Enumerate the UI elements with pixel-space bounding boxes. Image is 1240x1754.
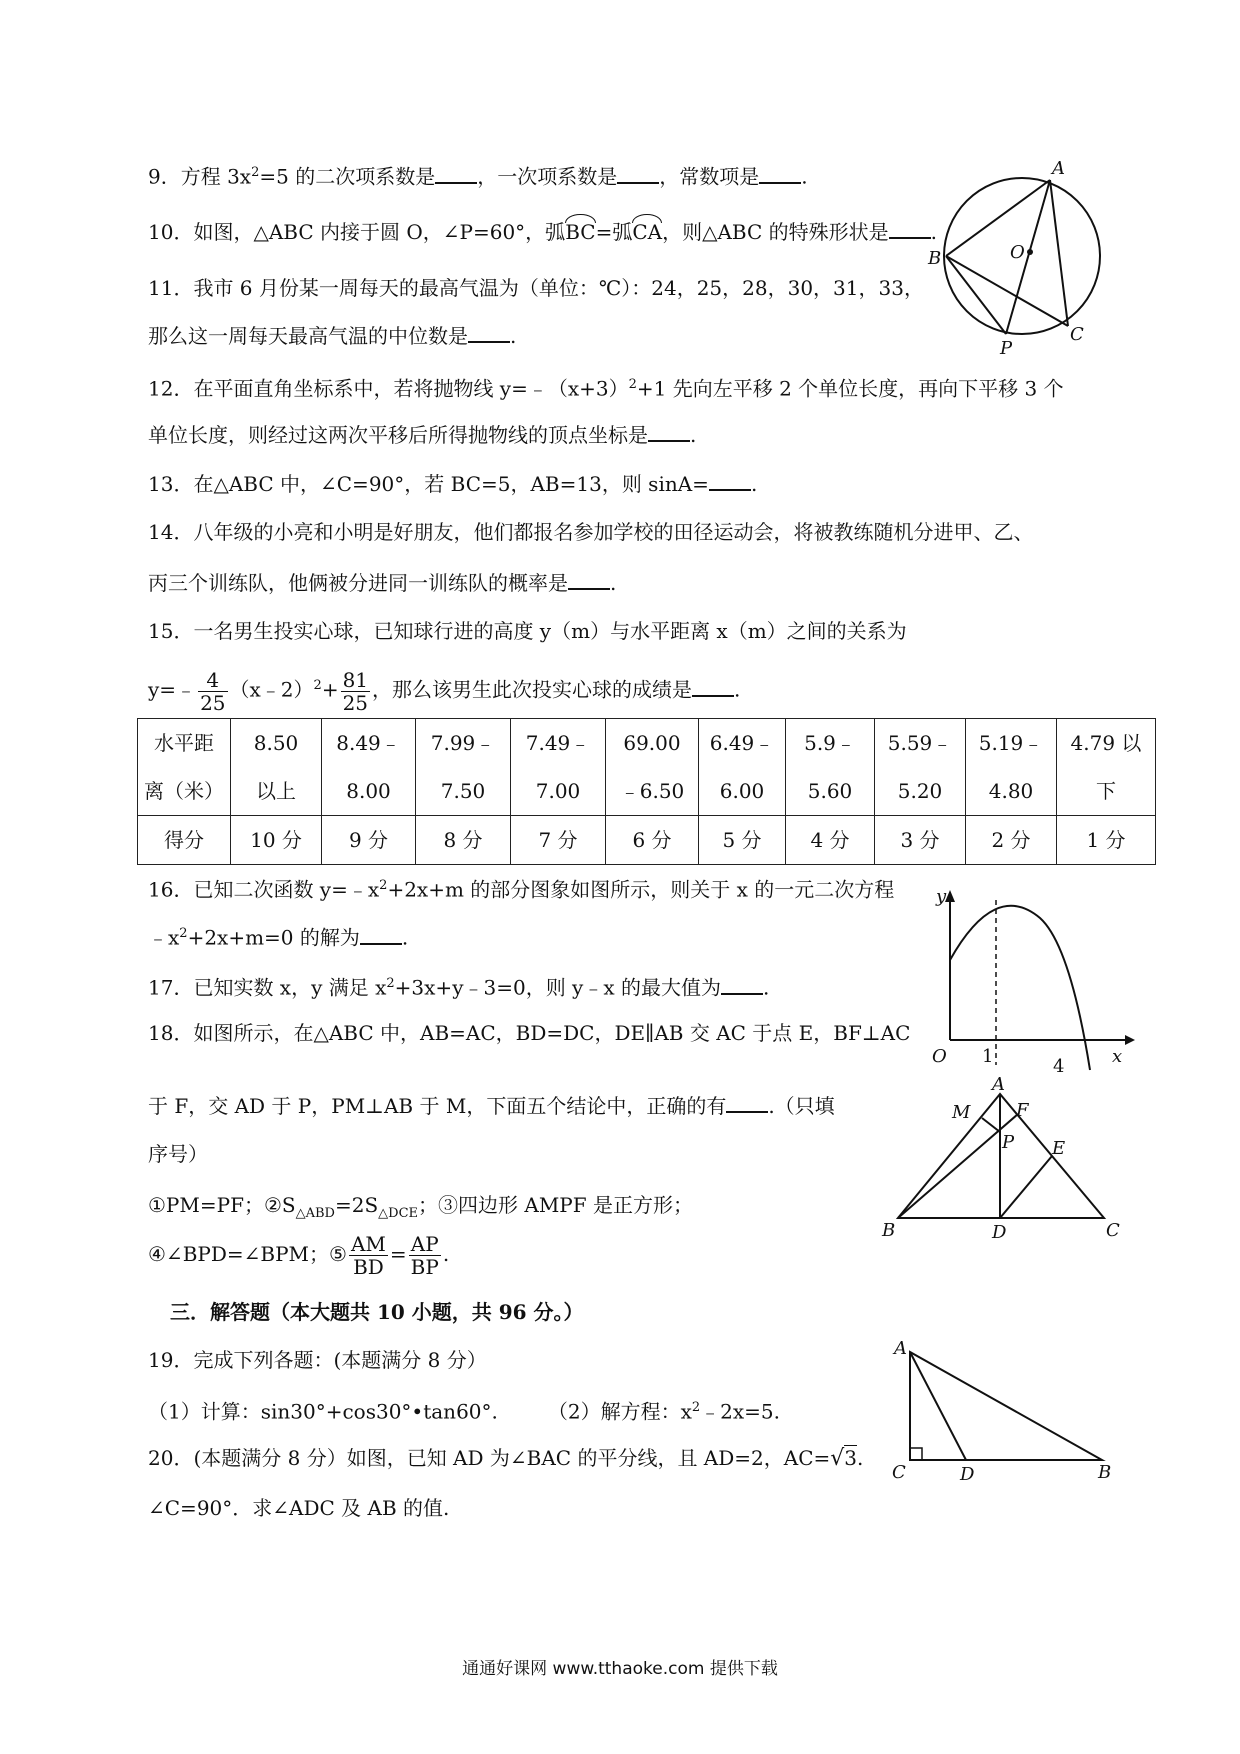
label-b: B [1098, 1462, 1112, 1483]
label-b: B [928, 248, 942, 269]
fraction-81-25: $\frac{81}{25}$ [342, 667, 369, 715]
label-m: M [952, 1102, 971, 1123]
answer-blank[interactable] [617, 164, 659, 184]
question-12-line-2: 单位长度，则经过这两次平移后所得抛物线的顶点坐标是 . [148, 423, 697, 447]
fraction-am-bd: $\frac{AM}{BD}$ [350, 1232, 386, 1279]
table-cell: 5.9﹣ 5.60 [786, 719, 875, 816]
label-o: O [1010, 242, 1025, 263]
label-c: C [892, 1462, 906, 1483]
label-d: D [992, 1222, 1007, 1243]
label-e: E [1052, 1138, 1066, 1159]
table-cell: 5.19﹣ 4.80 [966, 719, 1057, 816]
fraction-4-25: $\frac{4}{25}$ [200, 667, 226, 715]
table-cell: 9 分 [322, 816, 416, 865]
question-11-line-2: 那么这一周每天最高气温的中位数是 . [148, 324, 517, 348]
section-heading: 三．解答题（本大题共 10 小题，共 96 分。） [170, 1300, 584, 1324]
table-cell: 5.59﹣ 5.20 [875, 719, 966, 816]
question-14-line-2: 丙三个训练队，他俩被分进同一训练队的概率是 . [148, 571, 617, 595]
answer-blank[interactable] [709, 471, 751, 491]
question-14-line-1: 14．八年级的小亮和小明是好朋友，他们都报名参加学校的田径运动会，将被教练随机分进甲、乙、 [148, 520, 1034, 544]
label-a: A [894, 1338, 907, 1359]
question-9: 9．方程 $3x^2=5$ 的二次项系数是 ，一次项系数是 ，常数项是 . [148, 164, 808, 189]
question-19-line-1: 19．完成下列各题：(本题满分 8 分） [148, 1348, 487, 1372]
question-18-conclusions-1: ①PM=PF；$②S_{\triangle ABD}=2S_{\triangle DCE}$；③四边形 AMPF 是正方形； [148, 1193, 693, 1221]
table-cell: 8 分 [416, 816, 511, 865]
question-18-conclusions-2: ④∠BPD=∠BPM；⑤ $\frac{AM}{BD}$ = $\frac{AP}{BP}$ . [148, 1232, 450, 1279]
question-10: 10．如图，△ABC 内接于圆 O，∠P=60°，弧BC=弧CA，则△ABC 的特殊形状是 . [148, 220, 937, 244]
table-cell: 6 分 [606, 816, 699, 865]
table-cell: 5 分 [699, 816, 786, 865]
answer-blank[interactable] [648, 422, 690, 442]
question-13: 13．在△ABC 中，∠C=90°，若 BC=5，AB=13，则 sinA= . [148, 472, 758, 496]
question-19-line-2: （1）计算：sin30°+cos30°•tan60°. （2）解方程：$x^2﹣2x=5$. [148, 1399, 781, 1424]
table-cell: 7.49﹣ 7.00 [511, 719, 606, 816]
answer-blank[interactable] [692, 677, 734, 697]
table-cell: 得分 [138, 816, 231, 865]
label-b: B [882, 1220, 896, 1241]
question-20-line-2: ∠C=90°．求∠ADC 及 AB 的值. [148, 1496, 450, 1520]
arc-bc: BC [565, 220, 596, 244]
table-cell: 8.50 以上 [231, 719, 322, 816]
table-cell: 1 分 [1057, 816, 1156, 865]
label-y: y [936, 886, 947, 907]
answer-blank[interactable] [568, 570, 610, 590]
figure-triangle-abc [880, 1074, 1120, 1243]
answer-blank[interactable] [889, 219, 931, 239]
question-18-line-2: 于 F，交 AD 于 P，PM⊥AB 于 M，下面五个结论中，正确的有 .（只填 [148, 1094, 835, 1118]
answer-blank[interactable] [468, 323, 510, 343]
table-cell: 4.79 以 下 [1057, 719, 1156, 816]
label-p: P [1002, 1132, 1015, 1153]
footer: 通通好课网 www.tthaoke.com 提供下载 [462, 1659, 778, 1679]
table-cell: 8.49﹣ 8.00 [322, 719, 416, 816]
table-cell: 3 分 [875, 816, 966, 865]
score-table [137, 718, 1156, 865]
label-one: 1 [982, 1046, 994, 1067]
question-20-line-1: 20．(本题满分 8 分）如图，已知 AD 为∠BAC 的平分线，且 AD=2，AC=√3. [148, 1446, 864, 1471]
table-cell: 4 分 [786, 816, 875, 865]
question-18-line-1: 18．如图所示，在△ABC 中，AB=AC，BD=DC，DE∥AB 交 AC 于点 E，BF⊥AC [148, 1021, 911, 1045]
answer-blank[interactable] [726, 1093, 768, 1113]
question-16-line-2: $﹣x^2+2x+m=0$ 的解为 . [148, 925, 409, 950]
label-four: 4 [1053, 1056, 1065, 1077]
sqrt-symbol: √ [830, 1446, 845, 1471]
table-cell: 水平距 离（米） [138, 719, 231, 816]
label-a: A [992, 1074, 1005, 1095]
figure-parabola [930, 886, 1130, 1077]
question-11-line-1: 11．我市 6 月份某一周每天的最高气温为（单位：℃）：24，25，28，30，31，33， [148, 276, 924, 300]
table-cell: 10 分 [231, 816, 322, 865]
label-x: x [1112, 1046, 1123, 1067]
figure-circle [928, 158, 1110, 359]
question-16-line-1: 16．已知二次函数 $y=﹣x^2+2x+m$ 的部分图象如图所示，则关于 x 的一元二次方程 [148, 877, 895, 902]
label-d: D [960, 1464, 975, 1485]
question-17: 17．已知实数 x，y 满足 $x^2+3x+y﹣3=0$，则 y﹣x 的最大值为 . [148, 975, 770, 1000]
table-cell: 7 分 [511, 816, 606, 865]
label-f: F [1016, 1100, 1029, 1121]
label-p: P [1000, 338, 1013, 359]
answer-blank[interactable] [721, 975, 763, 995]
question-15-line-1: 15．一名男生投实心球，已知球行进的高度 y（m）与水平距离 x（m）之间的关系为 [148, 619, 907, 643]
table-cell: 69.00 ﹣6.50 [606, 719, 699, 816]
label-c: C [1106, 1220, 1120, 1241]
question-15-formula: y=﹣ $\frac{4}{25}$ （x﹣2）$^2$+ $\frac{81}{25}$ ，那么该男生此次投实心球的成绩是 . [148, 667, 741, 715]
fraction-ap-bp: $\frac{AP}{BP}$ [410, 1232, 439, 1279]
label-a: A [1052, 158, 1065, 179]
table-cell: 2 分 [966, 816, 1057, 865]
table-cell: 6.49﹣ 6.00 [699, 719, 786, 816]
table-cell: 7.99﹣ 7.50 [416, 719, 511, 816]
answer-blank[interactable] [759, 164, 801, 184]
table-row-distance [138, 719, 1156, 816]
answer-blank[interactable] [435, 164, 477, 184]
answer-blank[interactable] [360, 925, 402, 945]
label-origin: O [932, 1046, 947, 1067]
table-row-score [138, 816, 1156, 865]
arc-ca: CA [632, 220, 663, 244]
figure-right-triangle [880, 1338, 1120, 1485]
question-12-line-1: 12．在平面直角坐标系中，若将抛物线 $y=﹣(x+3)^2+1$ 先向左平移 2 个单位长度，再向下平移 3 个 [148, 376, 1064, 401]
question-18-line-3: 序号） [148, 1142, 208, 1166]
label-c: C [1070, 324, 1084, 345]
